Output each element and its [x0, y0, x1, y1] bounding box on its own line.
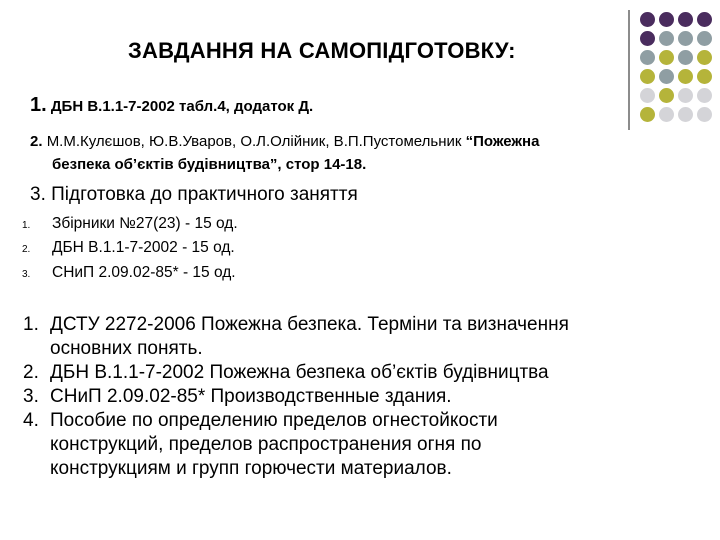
task-item-1-text: ДБН В.1.1-7-2002 табл.4, додаток Д. — [50, 98, 314, 115]
prep-list-item — [22, 264, 236, 282]
decor-dot — [659, 50, 674, 65]
reference-line: конструкций, пределов распространения огня по — [50, 434, 482, 455]
reference-item — [23, 361, 713, 385]
prep-list-number: 3. — [22, 269, 31, 280]
decor-dot — [640, 31, 655, 46]
decor-dot — [659, 12, 674, 27]
decor-dot — [659, 31, 674, 46]
prep-list-item — [22, 215, 238, 233]
reference-number: 3. — [23, 386, 39, 407]
task-item-3: 3. Підготовка до практичного заняття — [30, 184, 358, 205]
prep-list-number: 2. — [22, 244, 31, 255]
decor-dot — [697, 69, 712, 84]
task-item-2-authors: М.М.Кулєшов, Ю.В.Уваров, О.Л.Олійник, В.П.Пустомельник — [46, 133, 462, 150]
task-item-2-number: 2. — [30, 133, 43, 150]
reference-number: 4. — [23, 410, 39, 431]
decor-dot — [640, 50, 655, 65]
decor-dot — [678, 31, 693, 46]
prep-list-text: ДБН В.1.1-7-2002 - 15 од. — [52, 239, 235, 256]
reference-line: основних понять. — [50, 338, 203, 359]
reference-line: ДСТУ 2272-2006 Пожежна безпека. Терміни та визначення — [50, 314, 569, 335]
decor-dot — [697, 12, 712, 27]
decor-dot — [678, 50, 693, 65]
reference-line: конструкциям и групп горючести материалов. — [50, 458, 452, 479]
reference-item — [23, 409, 713, 481]
reference-number: 2. — [23, 362, 39, 383]
prep-list-text: Збірники №27(23) - 15 од. — [52, 215, 238, 232]
decor-dot — [678, 12, 693, 27]
prep-list-number: 1. — [22, 220, 31, 231]
decor-dot — [640, 12, 655, 27]
prep-list-item — [22, 239, 235, 257]
prep-list-text: СНиП 2.09.02-85* - 15 од. — [52, 264, 236, 281]
task-item-2 — [30, 130, 715, 176]
reference-item — [23, 385, 713, 409]
reference-line: Пособие по определению пределов огнестойкости — [50, 410, 498, 431]
decor-dot — [697, 31, 712, 46]
reference-item — [23, 313, 713, 361]
decor-dot — [659, 69, 674, 84]
slide-title: ЗАВДАННЯ НА САМОПІДГОТОВКУ: — [128, 38, 516, 63]
decor-dot — [697, 50, 712, 65]
task-item-1-number: 1. — [30, 94, 47, 116]
decor-dot — [678, 69, 693, 84]
reference-number: 1. — [23, 314, 39, 335]
decor-dot — [640, 69, 655, 84]
task-item-2-title-cont: безпека об’єктів будівництва”, стор 14-18. — [52, 156, 367, 173]
reference-line: СНиП 2.09.02-85* Производственные здания. — [50, 386, 452, 407]
reference-list — [23, 313, 713, 481]
task-item-1 — [30, 94, 715, 117]
reference-line: ДБН В.1.1-7-2002 Пожежна безпека об’єктів будівництва — [50, 362, 549, 383]
task-item-2-title-start: “Пожежна — [465, 133, 540, 150]
